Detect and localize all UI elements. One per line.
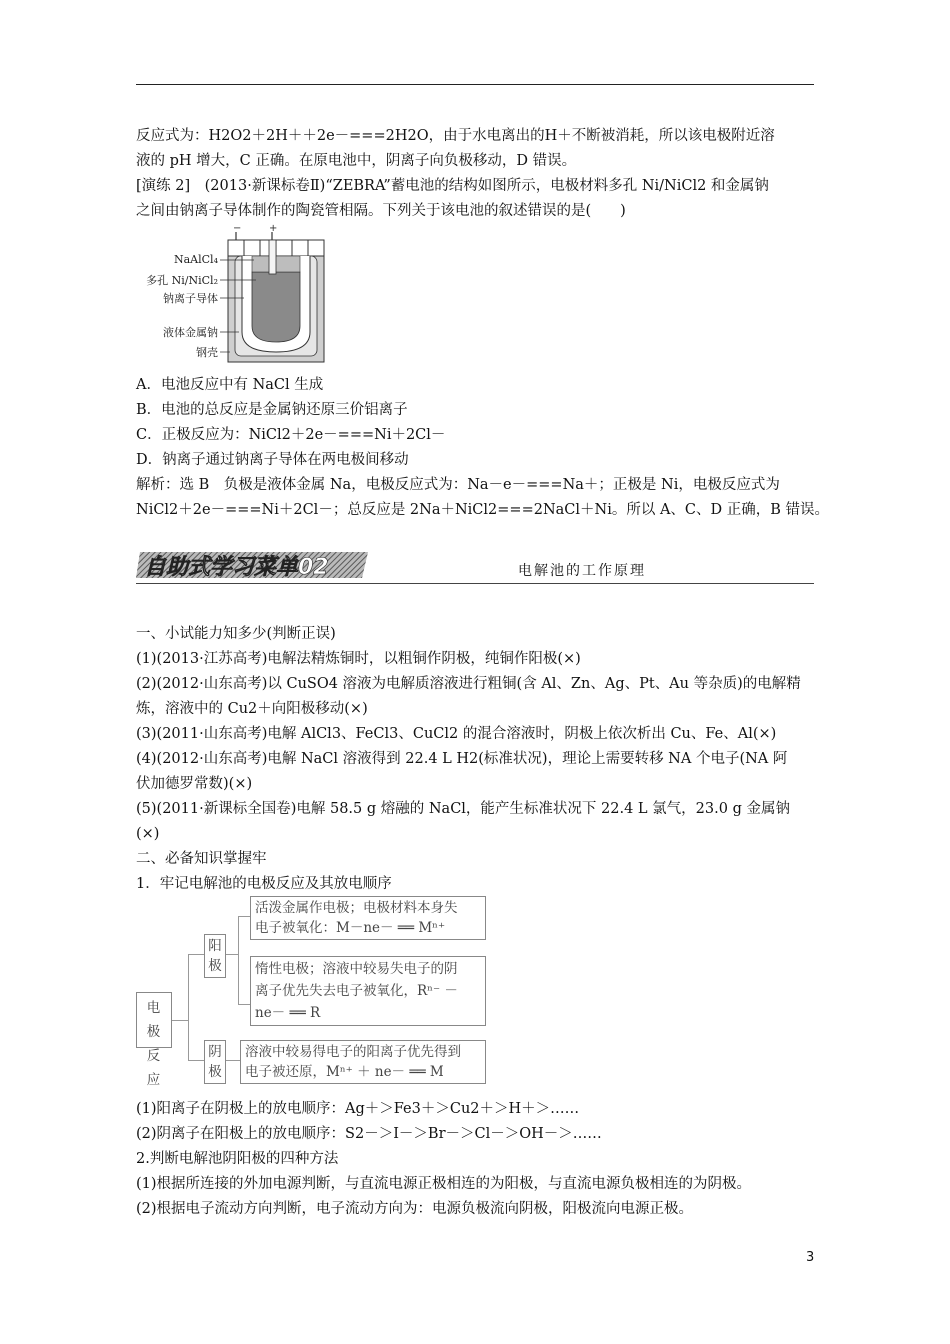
- tree-anode-active: [250, 896, 486, 940]
- option-d: D．钠离子通过钠离子导体在两电极间移动: [136, 452, 409, 468]
- tree-anode-label: 阳极: [208, 938, 222, 974]
- text-line: (1)根据所连接的外加电源判断，与直流电源正极相连的为阳极，与直流电源负极相连的为阴极。: [136, 1176, 752, 1192]
- analysis-line: NiCl2＋2e－===Ni＋2Cl－；总反应是 2Na＋NiCl2===2NaCl＋Ni。所以 A、C、D 正确，B 错误。: [136, 502, 830, 518]
- text-line: 液的 pH 增大，C 正确。在原电池中，阴离子向负极移动，D 错误。: [136, 153, 577, 169]
- section-heading: 二、必备知识掌握牢: [136, 851, 267, 867]
- tree-text: 电子被氧化：M－ne－ ══ Mⁿ⁺: [255, 920, 446, 936]
- tree-text: 活泼金属作电极；电极材料本身失: [255, 900, 458, 916]
- section-banner: [136, 548, 814, 584]
- label-ni-nicl2: 多孔 Ni/NiCl₂: [146, 274, 218, 287]
- tree-text: 惰性电极；溶液中较易失电子的阴: [255, 961, 458, 977]
- label-steel-shell: 钢壳: [196, 346, 218, 359]
- tree-cathode-label: 阴极: [208, 1044, 222, 1080]
- question-line: 伏加德罗常数)(×): [136, 776, 253, 792]
- option-a: A．电池反应中有 NaCl 生成: [136, 377, 324, 393]
- tree-root-label: 电极反应: [146, 1000, 162, 1088]
- terminal-negative: −: [233, 223, 242, 234]
- text-line: 之间由钠离子导体制作的陶瓷管相隔。下列关于该电池的叙述错误的是( ): [136, 203, 626, 219]
- question-line: (1)(2013·江苏高考)电解法精炼铜时，以粗铜作阴极，纯铜作阳极(×): [136, 651, 581, 667]
- tree-anode: [204, 934, 226, 978]
- tree-cathode: [204, 1040, 226, 1084]
- tree-anode-inert: [250, 956, 486, 1026]
- question-line: (×): [136, 826, 160, 842]
- label-sodium-conductor: 钠离子导体: [163, 292, 218, 305]
- zebra-battery-figure: [136, 222, 336, 368]
- tree-cathode-text: [240, 1040, 486, 1084]
- section-heading: 一、小试能力知多少(判断正误): [136, 626, 336, 642]
- label-liquid-sodium: 液体金属钠: [163, 326, 218, 339]
- text-line: (2)根据电子流动方向判断，电子流动方向为：电源负极流向阴极，阳极流向电源正极。: [136, 1201, 694, 1217]
- tree-text: ne－ ══ R: [255, 1005, 321, 1021]
- tree-text: 离子优先失去电子被氧化，Rⁿ⁻ －: [255, 983, 458, 999]
- banner-title: 自助式学习菜单02: [144, 555, 329, 580]
- page-number: 3: [806, 1250, 815, 1265]
- banner-rule: [136, 583, 814, 584]
- label-naalcl4: NaAlCl₄: [174, 253, 218, 266]
- tree-text: 溶液中较易得电子的阳离子优先得到: [245, 1044, 461, 1060]
- question-line: 炼，溶液中的 Cu2＋向阳极移动(×): [136, 701, 368, 717]
- tree-root: [136, 992, 172, 1088]
- subsection-heading: 2.判断电解池阴阳极的四种方法: [136, 1151, 339, 1167]
- banner-title-graphic: [136, 548, 384, 580]
- text-line: (2)阴离子在阳极上的放电顺序：S2－＞I－＞Br－＞Cl－＞OH－＞……: [136, 1126, 602, 1142]
- text-line: [演练 2] (2013·新课标卷Ⅱ)“ZEBRA”蓄电池的结构如图所示，电极材料多孔 Ni/NiCl2 和金属钠: [136, 178, 769, 194]
- text-line: (1)阳离子在阴极上的放电顺序：Ag＋＞Fe3＋＞Cu2＋＞H＋＞……: [136, 1101, 580, 1117]
- question-line: (5)(2011·新课标全国卷)电解 58.5 g 熔融的 NaCl，能产生标准状况下 22.4 L 氯气，23.0 g 金属钠: [136, 801, 790, 817]
- question-line: (3)(2011·山东高考)电解 AlCl3、FeCl3、CuCl2 的混合溶液时，阴极上依次析出 Cu、Fe、Al(×): [136, 726, 777, 742]
- analysis-line: 解析：选 B 负极是液体金属 Na，电极反应式为：Na－e－===Na＋；正极是 Ni，电极反应式为: [136, 477, 780, 493]
- tree-text: 电子被还原，Mⁿ⁺ ＋ ne－ ══ M: [245, 1064, 444, 1080]
- electrode-reaction-tree: [136, 894, 496, 1086]
- option-c: C．正极反应为：NiCl2＋2e－===Ni＋2Cl－: [136, 427, 446, 443]
- terminal-positive: +: [269, 223, 278, 234]
- subsection-heading: 1．牢记电解池的电极反应及其放电顺序: [136, 876, 392, 892]
- question-line: (4)(2012·山东高考)电解 NaCl 溶液得到 22.4 L H2(标准状况)，理论上需要转移 NA 个电子(NA 阿: [136, 751, 788, 767]
- option-b: B．电池的总反应是金属钠还原三价铝离子: [136, 402, 408, 418]
- banner-subtitle: 电解池的工作原理: [518, 563, 646, 579]
- text-line: 反应式为：H2O2＋2H＋＋2e－===2H2O，由于水电离出的H＋不断被消耗，所以该电极附近溶: [136, 128, 775, 144]
- question-line: (2)(2012·山东高考)以 CuSO4 溶液为电解质溶液进行粗铜(含 Al、Zn、Ag、Pt、Au 等杂质)的电解精: [136, 676, 801, 692]
- header-rule: [136, 84, 814, 85]
